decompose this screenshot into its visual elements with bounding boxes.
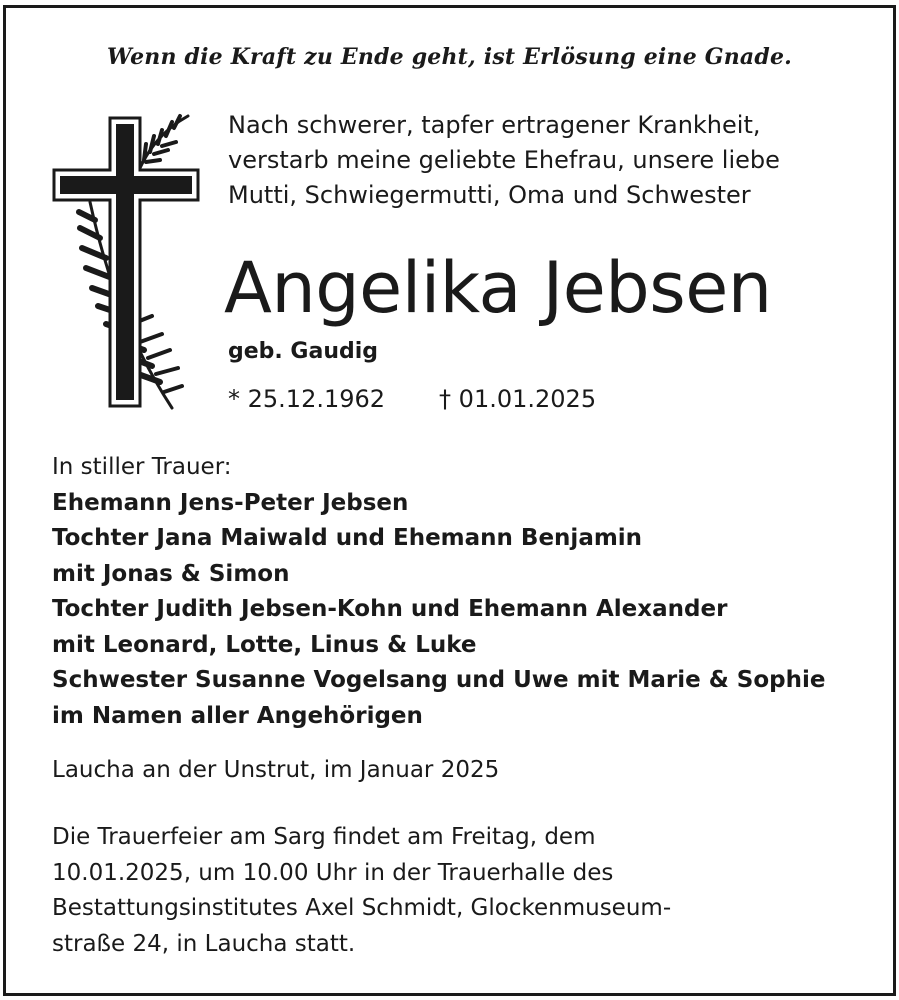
mourner-line: Tochter Jana Maiwald und Ehemann Benjamin (52, 525, 643, 551)
life-dates (228, 385, 596, 413)
deceased-name: Angelika Jebsen (224, 247, 772, 329)
intro-text (228, 108, 780, 213)
service-line: 10.01.2025, um 10.00 Uhr in der Trauerhalle des (52, 859, 614, 886)
place-and-date: Laucha an der Unstrut, im Januar 2025 (52, 757, 500, 783)
birth-date: * 25.12.1962 (228, 385, 386, 413)
mourners-block (52, 450, 826, 734)
cross-with-palm-branch-icon (52, 112, 202, 412)
mourner-line: mit Jonas & Simon (52, 560, 290, 587)
mourners-heading: In stiller Trauer: (52, 454, 232, 480)
intro-line: verstarb meine geliebte Ehefrau, unsere liebe (228, 146, 780, 174)
service-line: Bestattungsinstitutes Axel Schmidt, Glockenmuseum- (52, 895, 672, 921)
death-date: † 01.01.2025 (439, 385, 597, 413)
motto: Wenn die Kraft zu Ende geht, ist Erlösung eine Gnade. (106, 44, 793, 70)
intro-line: Nach schwerer, tapfer ertragener Krankheit, (228, 111, 761, 139)
funeral-service-info (52, 820, 671, 962)
mourner-line: Schwester Susanne Vogelsang und Uwe mit Marie & Sophie (52, 667, 826, 693)
mourner-line: im Namen aller Angehörigen (52, 702, 423, 729)
maiden-name: geb. Gaudig (228, 339, 379, 364)
mourner-line: Ehemann Jens-Peter Jebsen (52, 489, 409, 516)
service-line: straße 24, in Laucha statt. (52, 930, 356, 957)
intro-line: Mutti, Schwiegermutti, Oma und Schwester (228, 181, 751, 209)
service-line: Die Trauerfeier am Sarg findet am Freitag, dem (52, 824, 596, 850)
mourner-line: mit Leonard, Lotte, Linus & Luke (52, 631, 477, 658)
mourner-line: Tochter Judith Jebsen-Kohn und Ehemann Alexander (52, 596, 728, 622)
